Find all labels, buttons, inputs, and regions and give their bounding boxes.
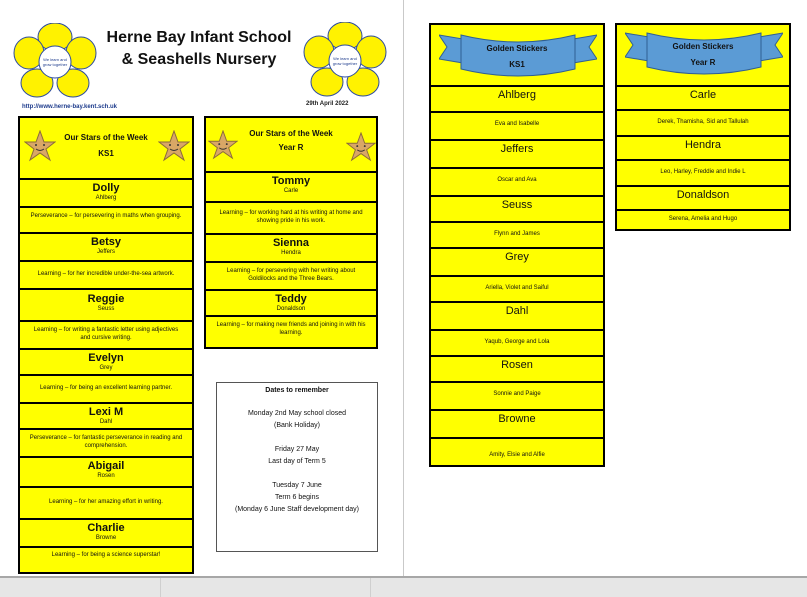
- golden-children: [431, 221, 603, 247]
- golden-class-name: Dahl: [505, 305, 529, 317]
- star-name: Sienna: [272, 237, 310, 249]
- star-reason-text: Learning – for being a science superstar!: [51, 552, 161, 558]
- horizontal-scrollbar[interactable]: [0, 576, 807, 597]
- golden-class: [431, 355, 603, 381]
- golden-children: [617, 159, 789, 185]
- star-reason-text: Learning – for working hard at his writing at home and showing pride in his work.: [219, 210, 363, 224]
- star-name: Betsy: [91, 236, 121, 248]
- golden-class-name: Donaldson: [676, 189, 730, 201]
- star-icon: [24, 130, 56, 162]
- star-name: Charlie: [87, 522, 125, 534]
- golden-ks1-title: Golden Stickers: [486, 44, 548, 53]
- star-name: Dolly: [92, 182, 120, 194]
- stars-yr-header: [206, 118, 376, 171]
- golden-class: [617, 185, 789, 209]
- star-class: Carle: [283, 188, 299, 194]
- star-class: Seuss: [97, 306, 115, 312]
- star-reason: [206, 261, 376, 289]
- title-line-1: Herne Bay Infant School: [106, 29, 292, 46]
- star-entry: [20, 288, 192, 320]
- star-entry: [20, 402, 192, 428]
- date-line: Last day of Term 5: [268, 458, 326, 465]
- golden-class-name: Hendra: [684, 139, 722, 151]
- golden-class: [431, 247, 603, 275]
- star-reason-text: Learning – for her amazing effort in writing.: [49, 499, 163, 505]
- star-reason: [20, 546, 192, 572]
- golden-class: [431, 195, 603, 221]
- golden-children: [431, 437, 603, 465]
- stars-yr-subtitle: Year R: [278, 143, 304, 152]
- golden-class-name: Grey: [505, 251, 529, 263]
- title-line-2: & Seashells Nursery: [121, 51, 277, 68]
- dates-title: Dates to remember: [265, 387, 329, 394]
- star-icon: [346, 132, 376, 162]
- star-class: Browne: [95, 535, 117, 541]
- golden-children-names: Ariella, Violet and Saiful: [485, 285, 549, 291]
- star-name: Lexi M: [88, 406, 124, 418]
- logo-text: We learn and grow together: [42, 57, 68, 67]
- star-reason: [20, 374, 192, 402]
- star-reason-text: Learning – for writing a fantastic letter using adjectives and cursive writing.: [33, 327, 179, 341]
- star-reason-text: Learning – for persevering with her writing about Goldilocks and the Three Bears.: [226, 268, 356, 282]
- star-class: Grey: [99, 365, 113, 371]
- golden-children: [431, 275, 603, 301]
- star-class: Ahlberg: [95, 195, 117, 201]
- star-reason: [20, 320, 192, 350]
- golden-children: [431, 381, 603, 409]
- star-name: Abigail: [87, 460, 125, 472]
- date-line: Tuesday 7 June: [272, 482, 322, 489]
- golden-class-name: Rosen: [501, 359, 533, 371]
- golden-children: [617, 109, 789, 135]
- school-url-link[interactable]: http://www.herne-bay.kent.sch.uk: [22, 104, 118, 110]
- logo-text: We learn and grow together: [332, 56, 358, 66]
- star-reason-text: Learning – for being an excellent learning partner.: [39, 385, 173, 391]
- star-class: Jeffers: [97, 249, 115, 255]
- star-reason: [20, 206, 192, 232]
- golden-children-names: Serena, Amelia and Hugo: [668, 216, 738, 222]
- star-reason: [206, 201, 376, 233]
- date-line: Term 6 begins: [275, 494, 319, 501]
- star-name: Tommy: [271, 175, 311, 187]
- school-logo-left: [13, 23, 97, 101]
- golden-ks1-panel: [429, 23, 605, 467]
- school-logo-right: [303, 22, 387, 100]
- stars-yr-panel: [204, 116, 378, 349]
- dates-to-remember: [216, 382, 378, 552]
- golden-children-names: Yaqub, George and Lola: [484, 339, 550, 345]
- golden-class: [617, 85, 789, 109]
- star-name: Reggie: [87, 293, 125, 305]
- star-class: Dahl: [99, 419, 113, 425]
- star-entry: [20, 178, 192, 206]
- star-entry: [20, 518, 192, 546]
- golden-children-names: Amity, Elsie and Alfie: [489, 452, 545, 458]
- golden-ks1-subtitle: KS1: [509, 60, 525, 69]
- golden-class-name: Jeffers: [500, 143, 534, 155]
- golden-class-name: Seuss: [501, 199, 533, 211]
- star-reason-text: Perseverance – for fantastic perseverance in reading and comprehension.: [29, 435, 183, 449]
- golden-children: [431, 167, 603, 195]
- date-line: Monday 2nd May school closed: [247, 410, 347, 417]
- golden-yr-panel: [615, 23, 791, 231]
- golden-class: [431, 409, 603, 437]
- date-line: Friday 27 May: [274, 446, 320, 453]
- stars-ks1-header: [20, 118, 192, 178]
- flower-icon: [303, 22, 387, 100]
- star-reason-text: Learning – for making new friends and joining in with his learning.: [216, 322, 366, 336]
- stars-ks1-title: Our Stars of the Week: [64, 133, 148, 142]
- golden-children-names: Flynn and James: [494, 231, 540, 237]
- golden-children-names: Leo, Harley, Freddie and Indie L: [660, 169, 746, 175]
- star-name: Evelyn: [88, 352, 124, 364]
- star-reason: [20, 486, 192, 518]
- date-line: (Monday 6 June Staff development day): [234, 506, 359, 513]
- golden-yr-title: Golden Stickers: [672, 42, 734, 51]
- star-class: Hendra: [281, 250, 301, 256]
- golden-yr-header: [617, 25, 789, 85]
- newsletter-date: 29th April 2022: [306, 101, 349, 107]
- golden-class-name: Ahlberg: [498, 89, 536, 101]
- golden-children: [617, 209, 789, 229]
- golden-ks1-header: [431, 25, 603, 85]
- star-name: Teddy: [275, 293, 307, 305]
- date-line: (Bank Holiday): [274, 422, 320, 429]
- star-reason-text: Learning – for her incredible under-the-sea artwork.: [37, 271, 175, 277]
- golden-class: [431, 301, 603, 329]
- golden-class: [431, 85, 603, 111]
- golden-children: [431, 111, 603, 139]
- page-divider: [403, 0, 404, 578]
- star-entry: [20, 232, 192, 260]
- star-reason: [20, 260, 192, 288]
- golden-class: [617, 135, 789, 159]
- golden-children-names: Oscar and Ava: [497, 177, 537, 183]
- golden-children-names: Eva and Isabelle: [494, 121, 540, 127]
- star-entry: [206, 289, 376, 315]
- star-icon: [208, 130, 238, 160]
- golden-class-name: Carle: [689, 89, 717, 101]
- star-reason: [206, 315, 376, 347]
- star-entry: [20, 348, 192, 374]
- golden-class-name: Browne: [498, 413, 536, 425]
- stars-ks1-subtitle: KS1: [98, 149, 114, 158]
- flower-icon: [13, 23, 97, 101]
- golden-class: [431, 139, 603, 167]
- golden-yr-subtitle: Year R: [690, 58, 716, 67]
- golden-children-names: Derek, Thamisha, Sid and Tallulah: [657, 119, 749, 125]
- golden-children-names: Sonnie and Paige: [493, 391, 541, 397]
- page-title: [96, 27, 302, 71]
- star-icon: [158, 130, 190, 162]
- golden-children: [431, 329, 603, 355]
- stars-yr-title: Our Stars of the Week: [249, 129, 333, 138]
- star-entry: [206, 233, 376, 261]
- stars-ks1-panel: [18, 116, 194, 574]
- star-class: Donaldson: [276, 306, 306, 312]
- star-reason: [20, 428, 192, 456]
- star-class: Rosen: [97, 473, 115, 479]
- star-reason-text: Perseverance – for persevering in maths when grouping.: [30, 213, 182, 219]
- star-entry: [206, 171, 376, 201]
- star-entry: [20, 456, 192, 486]
